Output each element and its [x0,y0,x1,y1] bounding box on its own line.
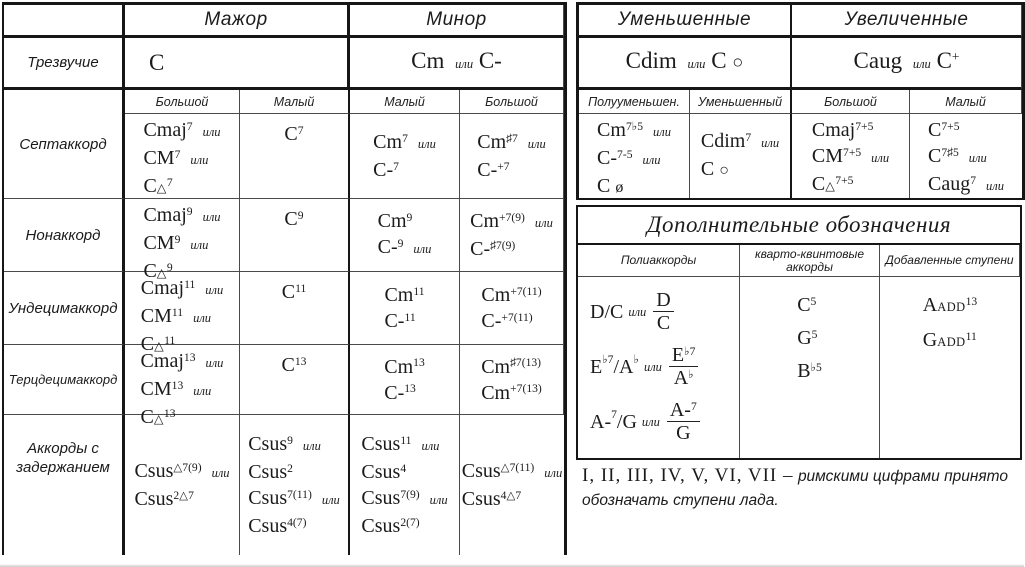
subheader-aug-small: Малый [910,90,1022,114]
additional-notations-grid [578,245,1020,458]
seventh-aug-small-cell [910,114,1022,198]
additional-notations-title: Дополнительные обозначения [578,207,1020,245]
roman-numerals: I, II, III, IV, V, VI, VII – [582,465,794,486]
chord-table [2,2,567,555]
roman-numerals-footnote [582,464,1010,513]
chord-lines: $Cm^{7♭5}$ или C-$^{7-5}$ или C ø [597,119,671,197]
ninth-minor-big-cell [460,199,564,272]
thirteenth-minor-small-cell [350,345,460,415]
suspended-major-big-cell [125,415,240,555]
chord-lines: Cm$^{11}$ C-$^{11}$ [384,284,425,332]
row-label-eleventh: Ундецимаккорд [4,272,125,345]
corner-cell [4,5,125,38]
chord-text: Cm или C- [411,48,502,73]
chord-lines: Cm$^7$ или C-$^7$ [373,131,436,181]
ninth-minor-small-cell [350,199,460,272]
eleventh-minor-small-cell [350,272,460,345]
triad-minor-cell [350,38,564,90]
chord-lines: Cmaj$^9$ или $CM^9$ или C△$^9$ [143,204,221,282]
chord-lines: Cmaj$^7$ или $CM^7$ или C△$^7$ [143,119,221,197]
chord-lines: Cmaj$^{13}$ или CM$^{13}$ или C△$^{13}$ [140,350,224,428]
column-header-diminished: Уменьшенные [579,5,792,38]
chord-lines: $Cm^{♯7(13)}$ $Cm^{+7(13)}$ [481,355,542,404]
suspended-minor-big-cell [460,415,564,555]
seventh-aug-big-cell [792,114,910,198]
chord-lines: $C^{11}$ [281,281,307,303]
subheader-quartal: кварто-квинтовые аккорды [740,245,880,277]
row-label-triad: Трезвучие [4,38,125,90]
chord-lines: Csus$^9$ или Csus$^2$ Csus$^{7(11)}$ или Csus$^{4(7)}$ [248,433,340,537]
chord-lines: $C^{13}$ [281,354,307,376]
chord-text: C [149,49,165,75]
chord-lines: $C^5$ $G^5$ $B^{♭5}$ [797,294,822,382]
thirteenth-major-small-cell [240,345,350,415]
suspended-major-small-cell [240,415,350,555]
row-label-thirteenth: Терцдецимаккорд [4,345,125,415]
subheader-dim: Уменьшенный [690,90,792,114]
thirteenth-minor-big-cell [460,345,564,415]
chord-lines: Csus$^{\triangle 7(9)}$ или Csus$^{2\triangle 7}$ [134,460,230,510]
seventh-minor-small-cell [350,114,460,199]
seventh-halfdim-cell [579,114,690,198]
chord-lines: $C^7$ [284,123,304,145]
ninth-major-big-cell [125,199,240,282]
row-label-suspended: Аккорды с задержанием [4,415,125,555]
subheader-aug-big: Большой [792,90,910,114]
row-label-seventh: Септаккорд [4,90,125,199]
subheader-major-small: Малый [240,90,350,114]
row-label-ninth: Нонаккорд [4,199,125,272]
chord-lines: Csus$^{11}$ или Csus$^4$ Csus$^{7(9)}$ или Csus$^{2(7)}$ [361,433,448,537]
subheader-minor-small: Малый [350,90,460,114]
chord-lines: Cm$^{13}$ C-$^{13}$ [384,355,425,404]
subheader-halfdim: Полууменьшен. [579,90,690,114]
seventh-minor-big-cell [460,114,564,199]
chord-lines: Cmaj$^{11}$ или CM$^{11}$ или C△$^{11}$ [140,277,224,355]
chord-lines: $Cm^{+7(9)}$ или C-$^{♯7(9)}$ [470,210,553,260]
chord-lines: $C^9$ [284,208,304,230]
chord-lines: Cm$^9$ C-$^9$ или [377,210,432,258]
ninth-major-small-cell [240,199,350,272]
chord-lines: $C^{7+5}$ $C^{7♯5}$ или Caug$^7$ или [928,119,1004,195]
thirteenth-major-big-cell [125,345,240,428]
subheader-major-big: Большой [125,90,240,114]
eleventh-minor-big-cell [460,272,564,345]
suspended-minor-small-cell [350,415,460,555]
chord-lines: Cdim$^7$ или C ○ [700,130,780,180]
dim-aug-table [576,2,1025,200]
subheader-polychords: Полиаккорды [578,245,740,277]
chord-lines: AADD$^{13}$ GADD$^{11}$ [922,294,978,351]
quartal-chords-cell [740,277,880,458]
subheader-minor-big: Большой [460,90,564,114]
chord-lines: $Cm^{♯7}$ или C-$^{+7}$ [477,131,546,181]
triad-aug-cell [792,38,1022,90]
chord-text: Cdim или C ○ [625,48,744,73]
chord-lines: $Cm^{+7(11)}$ C-$^{+7(11)}$ [481,284,542,332]
additional-notations-box [576,205,1022,460]
chord-lines: Cmaj$^{7+5}$ $CM^{7+5}$ или C△$^{7+5}$ [811,119,890,195]
seventh-major-small-cell [240,114,350,199]
added-steps-cell [880,277,1020,458]
eleventh-major-big-cell [125,272,240,355]
seventh-dim-cell [690,114,792,198]
column-header-major: Мажор [125,5,350,38]
polychords-cell [578,277,740,458]
seventh-major-big-cell [125,114,240,199]
subheader-added-steps: Добавленные ступени [880,245,1020,277]
polychord-lines: D/C или $\frac{D}{C}$ E $^{♭7}$ /A ♭ или $\frac{E^{♭7}}{A^♭}$ A- $^7$ /G или $\frac{A-^7}{G}$ [590,289,700,454]
eleventh-major-small-cell [240,272,350,345]
column-header-augmented: Увеличенные [792,5,1022,38]
chord-lines: Csus$^{\triangle 7(11)}$ или Csus$^{4\triangle 7}$ [461,460,563,510]
chord-text: Caug или C+ [853,48,960,73]
column-header-minor: Минор [350,5,564,38]
footnote-text: римскими цифрами принято обозначать ступени лада. [582,468,1009,509]
triad-major-cell [125,38,350,90]
triad-dim-cell [579,38,792,90]
